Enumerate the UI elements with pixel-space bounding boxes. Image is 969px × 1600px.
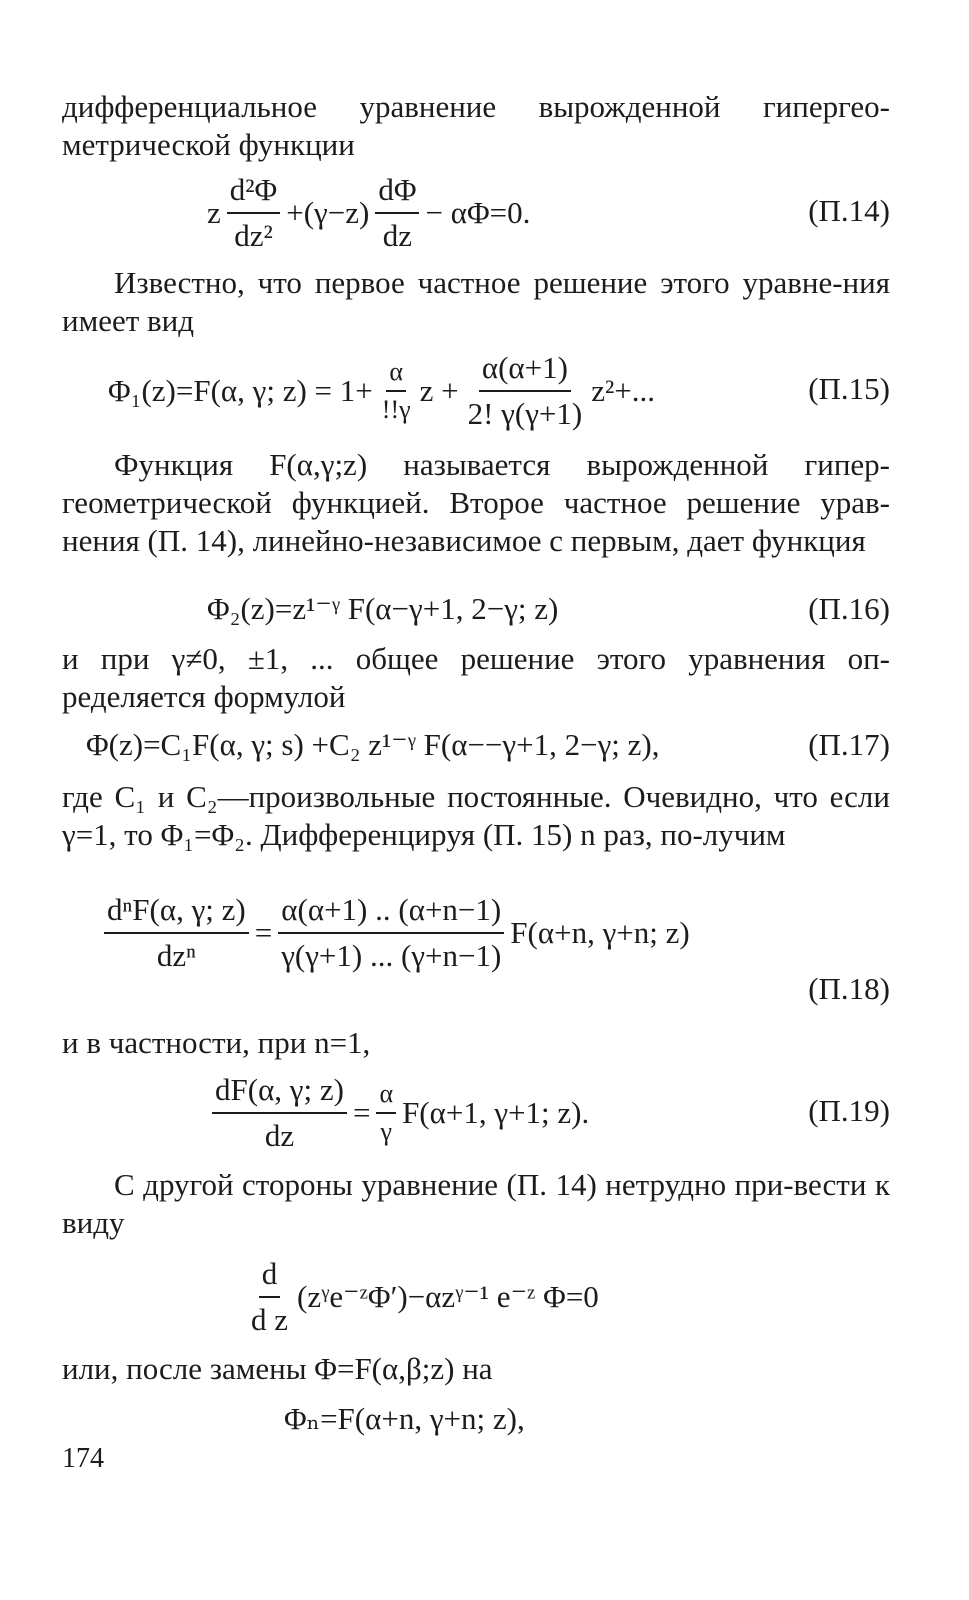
- eq20-fraction: $\frac{d}{\text{d z}}$: [251, 1256, 289, 1337]
- eq14-fraction-2: $\frac{d\Phi}{dz}$: [375, 170, 419, 256]
- paragraph-substitution: или, после замены Φ=F(α,β;z) на: [62, 1351, 493, 1386]
- equation-p17: [62, 726, 890, 766]
- paragraph-other-form: С другой стороны уравнение (П. 14) нетрудно при-вести к виду: [62, 1167, 890, 1240]
- eq15-fraction-2: $\frac{\alpha(\alpha+1)}{2! \gamma(\gamma+1)}$: [467, 350, 583, 431]
- eq15-fraction-1: $\frac{\alpha}{!!\gamma}$: [381, 357, 411, 424]
- paragraph-general-solution: и при γ≠0, ±1, ... общее решение этого уравнения оп-ределяется формулой: [62, 641, 890, 714]
- paragraph-known-solution: Известно, что первое частное решение этого уравне-ния имеет вид: [62, 265, 890, 338]
- equation-p15: [62, 348, 890, 430]
- eq14-fraction-1: $\frac{\text{d²Φ}}{\text{dz²}}$: [227, 170, 280, 256]
- equation-self-adjoint-form: [62, 1254, 890, 1336]
- eq14-middle: +(γ−z): [286, 195, 370, 230]
- eq15-lhs: Φ₁(z)=F(α, γ; z) = 1+: [108, 373, 373, 408]
- paragraph-intro: дифференциальное уравнение вырожденной гипергео-метрической функции: [62, 89, 890, 162]
- eq19-tail: F(α+1, γ+1; z).: [402, 1095, 590, 1130]
- equation-number-p18: (П.18): [808, 971, 890, 1006]
- paragraph-particular-case: и в частности, при n=1,: [62, 1025, 371, 1060]
- eq19-fraction-1: $\frac{dF(\alpha, \gamma; z)}{dz}$: [212, 1070, 347, 1156]
- page-number: 174: [62, 1443, 104, 1474]
- equation-number-p14: (П.14): [808, 193, 890, 228]
- eq14-tail: − αΦ=0.: [425, 195, 531, 230]
- eq15-middle: z +: [419, 373, 459, 408]
- eq20-tail: (zᵞe⁻ᶻΦ′)−αzᵞ⁻¹ e⁻ᶻ Φ=0: [297, 1279, 599, 1314]
- equation-number-p16: (П.16): [808, 591, 890, 626]
- equation-p19: [62, 1070, 890, 1152]
- eq15-tail: z²+...: [591, 373, 655, 408]
- eq17-body: Φ(z)=C₁F(α, γ; s) +C₂ z¹⁻ᵞ F(α−−γ+1, 2−γ; z),: [86, 727, 660, 762]
- paragraph-confluent-function: Функция F(α,γ;z) называется вырожденной гипер-геометрической функцией. Второе частное решение урав-нения (П. 14), линейно-независимое с первым, дает функция: [62, 447, 890, 558]
- eq19-fraction-2: $\frac{\alpha}{\gamma}$: [376, 1078, 396, 1148]
- eq14-z: z: [207, 195, 221, 230]
- eq19-equals: =: [352, 1095, 371, 1130]
- eq18-tail: F(α+n, γ+n; z): [510, 915, 690, 950]
- equation-number-p17: (П.17): [808, 727, 890, 762]
- equation-phi-n: [62, 1400, 890, 1440]
- equation-p14: [62, 170, 890, 252]
- paragraph-differentiation: где C₁ и C₂—произвольные постоянные. Очевидно, что если γ=1, то Φ₁=Φ₂. Дифференцируя (П. 15) n раз, по-лучим: [62, 779, 890, 852]
- eq18-fraction-1: $\frac{\text{dⁿF(α, γ; z)}}{\text{dzⁿ}}$: [104, 890, 249, 976]
- eq16-body: Φ₂(z)=z¹⁻ᵞ F(α−γ+1, 2−γ; z): [207, 591, 559, 626]
- equation-number-p15: (П.15): [808, 371, 890, 406]
- equation-number-p19: (П.19): [808, 1093, 890, 1128]
- equation-p18: [62, 890, 890, 1020]
- eq18-equals: =: [254, 915, 273, 950]
- equation-p16: [62, 590, 890, 630]
- eq18-fraction-2: $\frac{\alpha(\alpha+1) .. (\alpha+n-1)}{\gamma(\gamma+1) ... (\gamma+n-1)}$: [278, 890, 504, 976]
- eq21-body: Φₙ=F(α+n, γ+n; z),: [284, 1401, 525, 1436]
